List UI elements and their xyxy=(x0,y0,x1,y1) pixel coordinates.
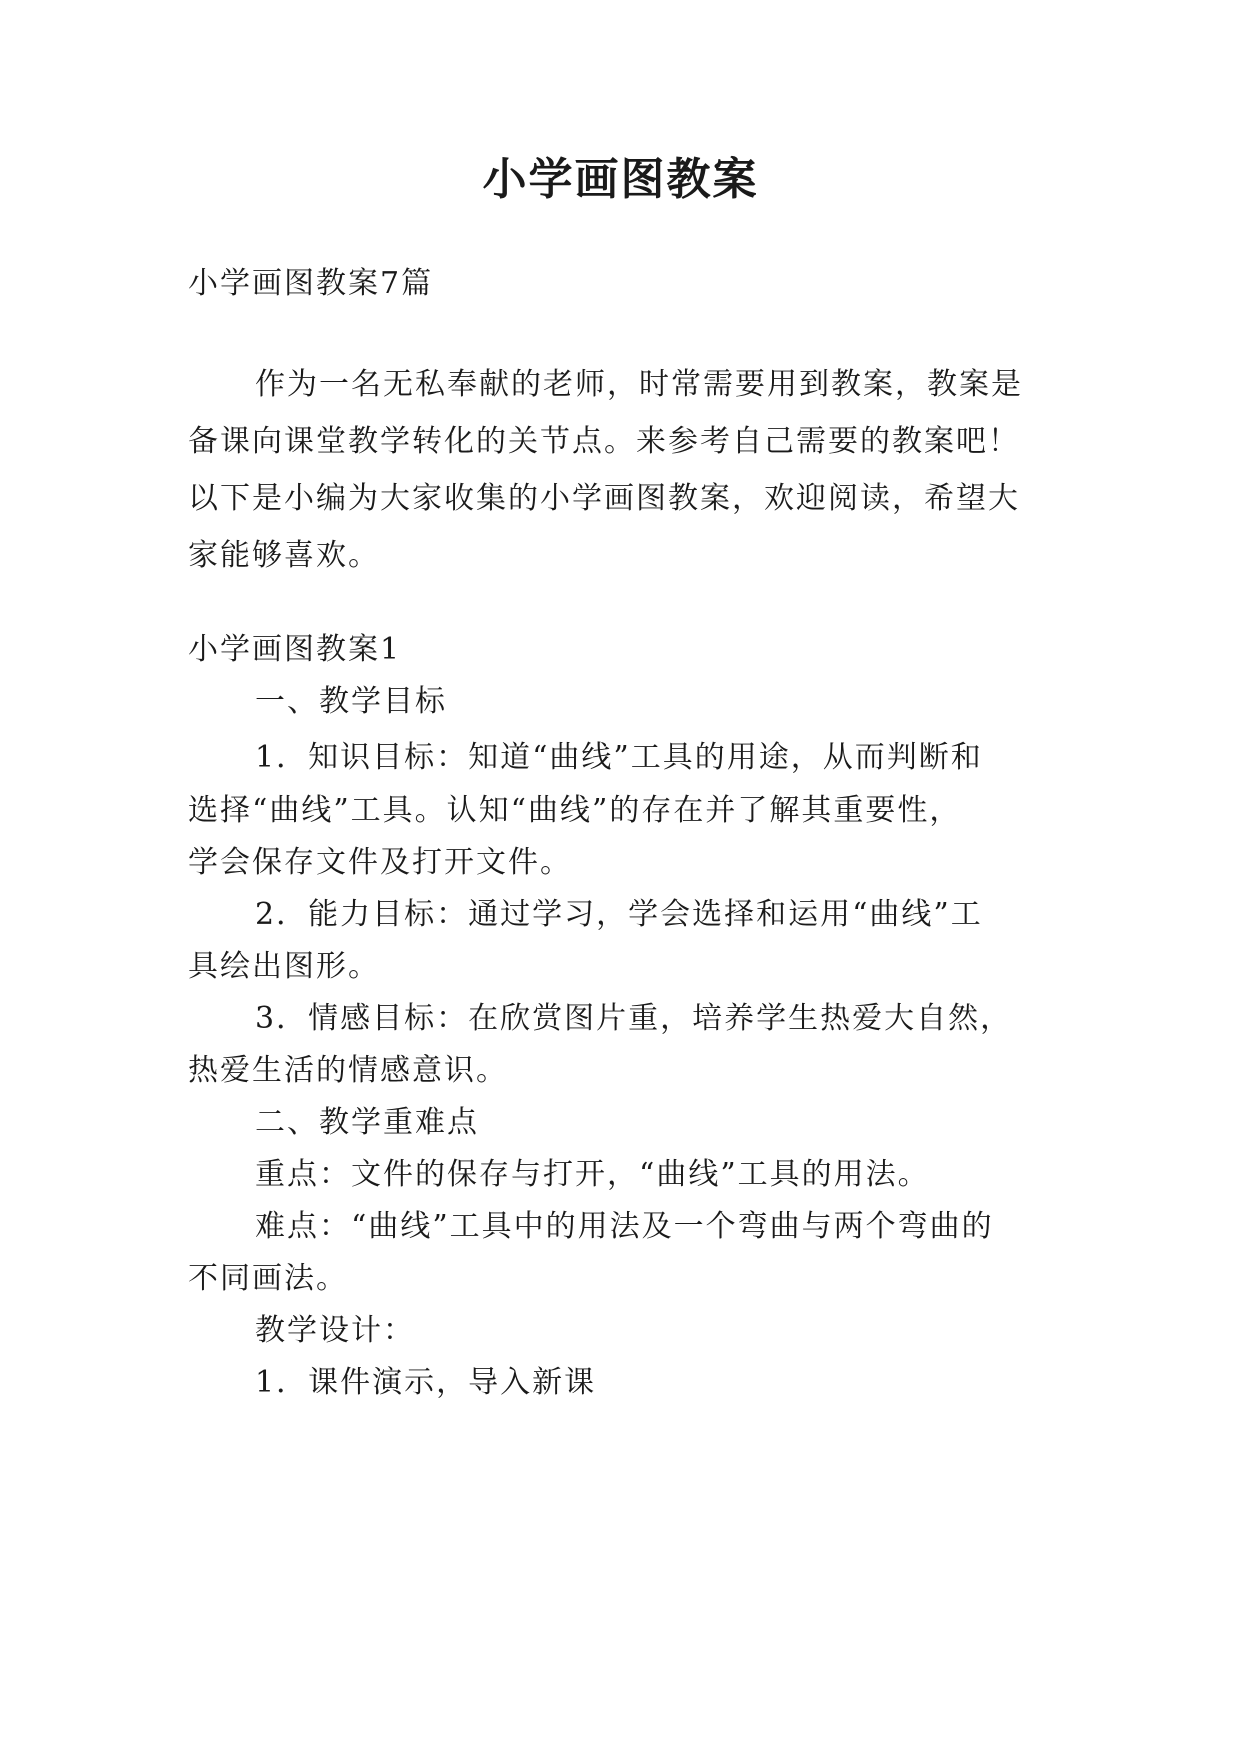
paragraph-line: 重点：文件的保存与打开，“曲线”工具的用法。 xyxy=(255,1157,930,1192)
section-heading: 二、教学重难点 xyxy=(255,1105,479,1140)
paragraph-line: 具绘出图形。 xyxy=(188,949,380,984)
document-title: 小学画图教案 xyxy=(482,154,759,205)
paragraph-line: 3．情感目标：在欣赏图片重，培养学生热爱大自然， xyxy=(255,1001,1013,1036)
paragraph-line: 以下是小编为大家收集的小学画图教案，欢迎阅读，希望大 xyxy=(188,481,1020,516)
paragraph-line: 备课向课堂教学转化的关节点。来参考自己需要的教案吧！ xyxy=(188,424,1020,459)
paragraph-line: 1．课件演示，导入新课 xyxy=(255,1365,597,1400)
paragraph-line: 作为一名无私奉献的老师，时常需要用到教案，教案是 xyxy=(255,367,1023,402)
paragraph-line: 1．知识目标：知道“曲线”工具的用途，从而判断和 xyxy=(255,740,983,775)
paragraph-line: 选择“曲线”工具。认知“曲线”的存在并了解其重要性， xyxy=(188,793,962,828)
paragraph-line: 热爱生活的情感意识。 xyxy=(188,1053,508,1088)
paragraph-line: 教学设计： xyxy=(255,1313,415,1348)
paragraph-line: 难点：“曲线”工具中的用法及一个弯曲与两个弯曲的 xyxy=(255,1209,994,1244)
section-heading: 一、教学目标 xyxy=(255,684,447,719)
section-heading: 小学画图教案1 xyxy=(188,632,402,667)
subtitle: 小学画图教案7篇 xyxy=(188,266,434,301)
paragraph-line: 不同画法。 xyxy=(188,1261,348,1296)
paragraph-line: 学会保存文件及打开文件。 xyxy=(188,845,572,880)
paragraph-line: 2．能力目标：通过学习，学会选择和运用“曲线”工 xyxy=(255,897,983,932)
paragraph-line: 家能够喜欢。 xyxy=(188,538,380,573)
